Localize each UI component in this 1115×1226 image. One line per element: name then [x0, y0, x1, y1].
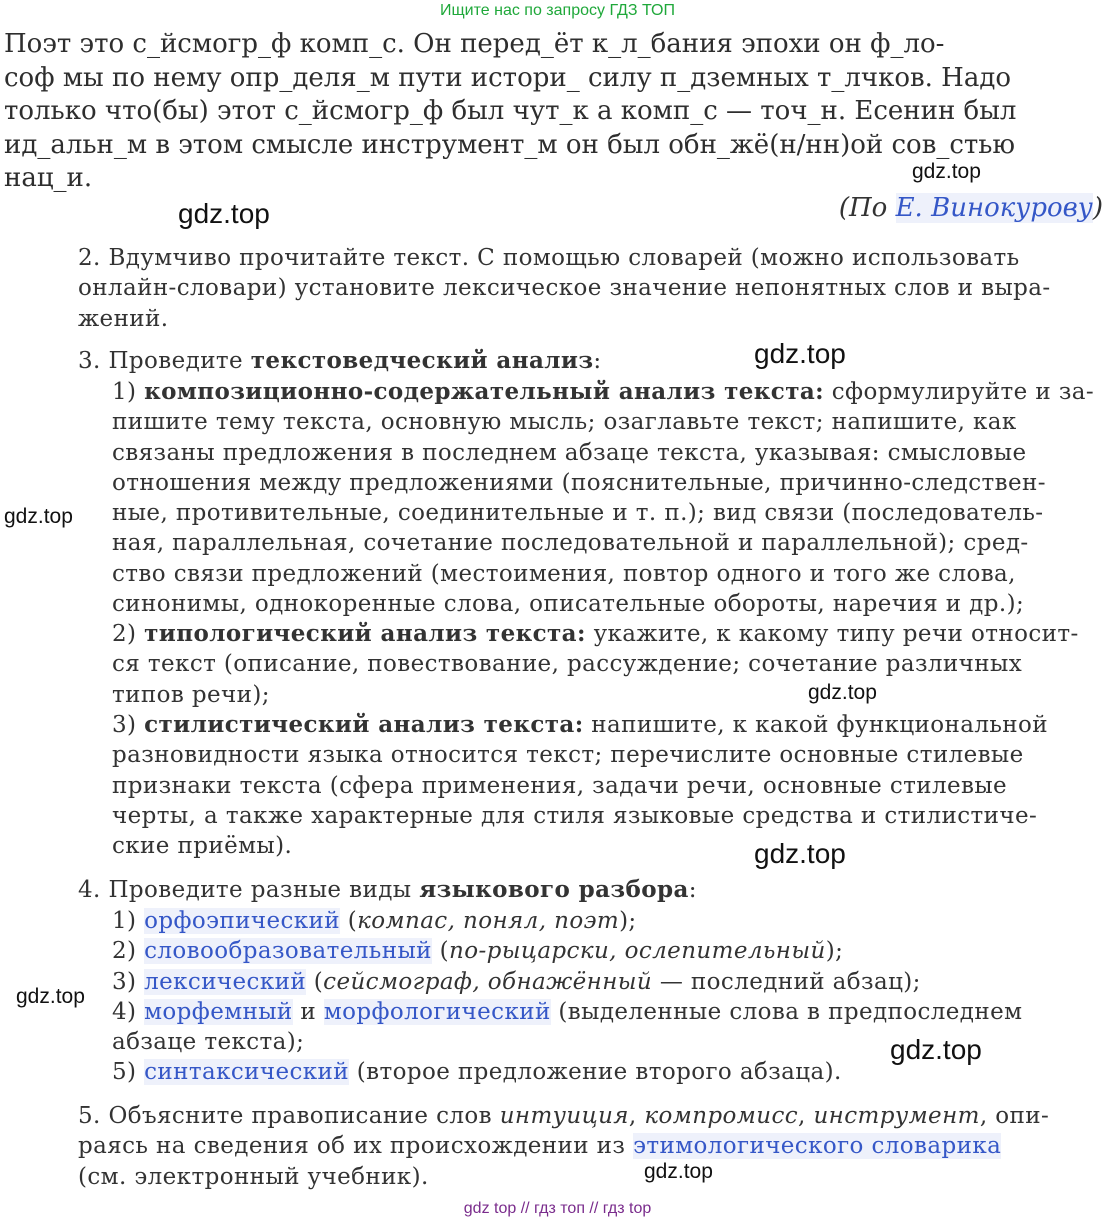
word-formation-link[interactable]: словообразовательный — [144, 938, 432, 965]
exercise-line: нац_и. — [4, 163, 93, 193]
task-italic: интуиция — [499, 1103, 629, 1129]
item-text: ( — [306, 968, 324, 995]
lexical-link[interactable]: лексический — [144, 968, 307, 995]
item-text: ( — [431, 938, 449, 965]
item-italic: сейсмограф, обнажённый — [323, 968, 653, 995]
task-3-heading — [78, 346, 1104, 376]
watermark: gdz.top — [644, 1160, 713, 1183]
task-3-bold: текстоведческий анализ — [250, 347, 594, 374]
watermark: gdz.top — [754, 838, 846, 869]
task-line: жений. — [78, 305, 169, 332]
watermark: gdz.top — [4, 505, 73, 528]
source-suffix: ) — [1092, 193, 1103, 223]
footer-watermark[interactable]: gdz top // гдз топ // гдз top — [463, 1200, 652, 1217]
exercise-line: Поэт это с_йсмогр_ф комп_с. Он перед_ёт к_л_бания эпохи он ф_ло- — [4, 29, 945, 59]
task-italic: компромисс — [644, 1103, 799, 1129]
watermark: gdz.top — [16, 985, 85, 1008]
task-2 — [78, 243, 1104, 334]
item-text: (второе предложение второго абзаца). — [349, 1059, 842, 1086]
source-prefix: (По — [838, 193, 896, 223]
item-text: (выделенные слова в предпоследнем — [550, 998, 1023, 1025]
syntactic-link[interactable]: синтаксический — [144, 1059, 350, 1086]
task-text: 5. Объясните правописание слов — [78, 1103, 500, 1129]
item-bold: типологический анализ текста: — [144, 620, 586, 647]
item-line: связаны предложения в последнем абзаце текста, указывая: смысловые — [112, 439, 1027, 466]
item-number: 5) — [112, 1059, 145, 1086]
task-4-heading — [78, 875, 1104, 905]
item-number: 4) — [112, 998, 145, 1025]
item-text: сформулируйте и за- — [824, 379, 1095, 405]
watermark: gdz.top — [178, 198, 270, 229]
item-number: 3) — [112, 712, 145, 738]
item-line: черты, а также характерные для стиля языковые средства и стилистиче- — [112, 802, 1038, 829]
item-line: ство связи предложений (местоимения, повтор одного и того же слова, — [112, 560, 1016, 587]
task-4-prefix: 4. Проведите разные виды — [78, 877, 420, 903]
task-4-suffix: : — [688, 877, 697, 903]
item-line: ная, параллельная, сочетание последовательной и параллельной); сред- — [112, 530, 1029, 557]
morphemic-link[interactable]: морфемный — [144, 998, 293, 1025]
item-line: ские приёмы). — [112, 833, 293, 860]
task-text: , — [798, 1103, 814, 1129]
item-line: признаки текста (сфера применения, задачи речи, основные стилевые — [112, 772, 1008, 799]
list-item — [112, 936, 1104, 966]
task-text: , опи- — [979, 1103, 1050, 1129]
item-number: 3) — [112, 968, 145, 995]
item-line: синонимы, однокоренные слова, описательные обороты, наречия и др.); — [112, 591, 1025, 618]
source-attribution — [839, 193, 1103, 223]
item-italic: компас, понял, поэт — [357, 908, 620, 934]
item-text: ); — [825, 938, 844, 965]
exercise-line: ид_альн_м в этом смысле инструмент_м он был обн_жё(н/нн)ой сов_стью — [4, 129, 1016, 160]
item-text: ); — [619, 908, 637, 934]
watermark: gdz.top — [912, 160, 981, 183]
item-text: укажите, к какому типу речи относит- — [585, 621, 1079, 647]
task-4-bold: языкового разбора — [419, 876, 689, 903]
item-line: ся текст (описание, повествование, рассуждение; сочетание различных — [112, 651, 1023, 678]
item-number: 1) — [112, 379, 145, 405]
task-3-item-1 — [112, 377, 1104, 619]
item-line: типов речи); — [112, 681, 270, 708]
task-line: (см. электронный учебник). — [78, 1163, 429, 1190]
item-italic: по-рыцарски, ослепительный — [448, 938, 826, 965]
item-text: напишите, к какой функциональной — [583, 712, 1049, 738]
task-3-prefix: 3. Проведите — [78, 348, 251, 374]
morphological-link[interactable]: морфологический — [323, 998, 551, 1025]
orthoepic-link[interactable]: орфоэпический — [144, 908, 341, 934]
item-text: ( — [340, 908, 358, 934]
task-3-item-2 — [112, 619, 1104, 710]
item-number: 2) — [112, 621, 145, 647]
list-item — [112, 997, 1104, 1027]
list-item — [112, 967, 1104, 997]
top-banner[interactable]: Ищите нас по запросу ГДЗ ТОП — [440, 2, 675, 19]
task-5 — [78, 1101, 1104, 1192]
task-italic: инструмент — [813, 1103, 980, 1129]
task-3-item-3 — [112, 710, 1104, 861]
task-text: раясь на сведения об их происхождении из — [78, 1133, 634, 1160]
item-number: 1) — [112, 908, 145, 934]
task-line: онлайн-словари) установите лексическое значение непонятных слов и выра- — [78, 275, 1051, 302]
watermark: gdz.top — [890, 1034, 982, 1065]
item-line: пишите тему текста, основную мысль; озаглавьте текст; напишите, как — [112, 409, 1017, 436]
item-number: 2) — [112, 938, 145, 965]
task-line: 2. Вдумчиво прочитайте текст. С помощью словарей (можно использовать — [78, 245, 1020, 271]
item-line: абзаце текста); — [112, 1029, 305, 1056]
item-bold: стилистический анализ текста: — [144, 711, 584, 738]
author-link[interactable]: Е. Винокурову — [895, 193, 1093, 223]
task-3-suffix: : — [593, 348, 602, 374]
item-bold: композиционно-содержательный анализ текста: — [144, 378, 825, 405]
watermark: gdz.top — [754, 338, 846, 369]
item-line: ные, противительные, соединительные и т. п.); вид связи (последователь- — [112, 500, 1044, 527]
item-text: — последний абзац); — [652, 968, 921, 995]
task-text: , — [628, 1103, 645, 1129]
watermark: gdz.top — [808, 681, 877, 704]
etymology-dictionary-link[interactable]: этимологического словарика — [633, 1133, 1002, 1160]
item-text: и — [292, 998, 324, 1025]
exercise-line: соф мы по нему опр_деля_м пути истори_ силу п_дземных т_лчков. Надо — [4, 62, 1012, 93]
exercise-line: только что(бы) этот с_йсмогр_ф был чут_к а комп_с — точ_н. Есенин был — [4, 96, 1017, 126]
list-item — [112, 906, 1104, 936]
item-line: разновидности языка относится текст; перечислите основные стилевые — [112, 742, 1024, 769]
item-line: отношения между предложениями (пояснительные, причинно-следствен- — [112, 469, 1046, 496]
